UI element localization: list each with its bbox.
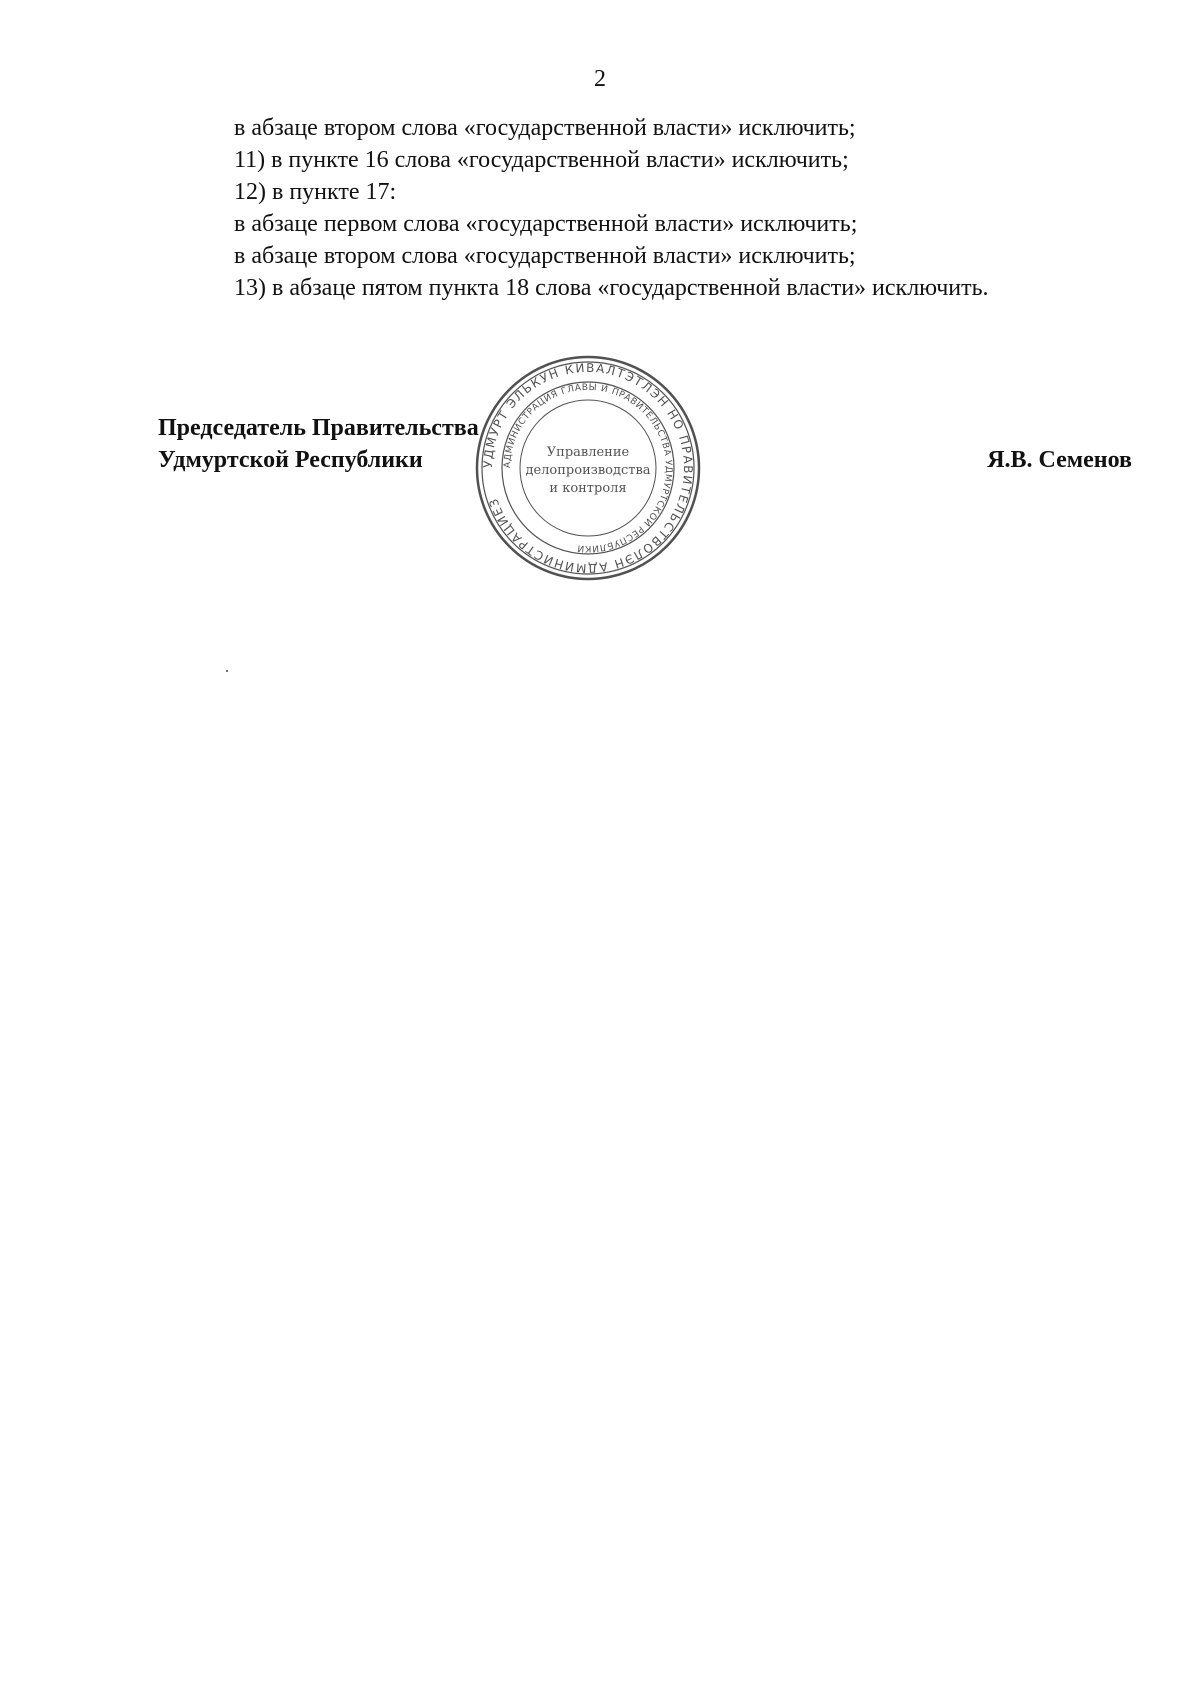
paragraph: в абзаце втором слова «государственной власти» исключить; (234, 243, 856, 269)
paragraph: 12) в пункте 17: (234, 179, 397, 205)
scan-artifact-dot (226, 670, 228, 672)
paragraph: 11) в пункте 16 слова «государственной власти» исключить; (234, 147, 849, 173)
paragraph: в абзаце втором слова «государственной власти» исключить; (234, 115, 856, 141)
paragraph: 13) в абзаце пятом пункта 18 слова «государственной власти» исключить. (234, 275, 989, 301)
page-number: 2 (594, 66, 606, 92)
seal-outer-text: УДМУРТ ЭЛЬКУН КИВАЛТЭТЛЭН НО ПРАВИТЕЛЬСТВОЛЭН АДМИНИСТРАЦИЕЗ (480, 360, 696, 576)
seal-center-line: Управление (546, 445, 630, 460)
seal-inner-text: АДМИНИСТРАЦИЯ ГЛАВЫ И ПРАВИТЕЛЬСТВА УДМУРТСКОЙ РЕСПУБЛИКИ (502, 382, 674, 554)
signatory-name: Я.В. Семенов (987, 447, 1132, 473)
signature-position-line: Председатель Правительства (158, 415, 479, 441)
seal-center-line: и контроля (549, 481, 627, 496)
signature-position-line: Удмуртской Республики (158, 447, 423, 473)
signature-position (158, 412, 479, 476)
document-body (234, 112, 1154, 304)
official-seal (472, 352, 704, 584)
paragraph: в абзаце первом слова «государственной власти» исключить; (234, 211, 858, 237)
seal-center-line: делопроизводства (525, 463, 651, 478)
